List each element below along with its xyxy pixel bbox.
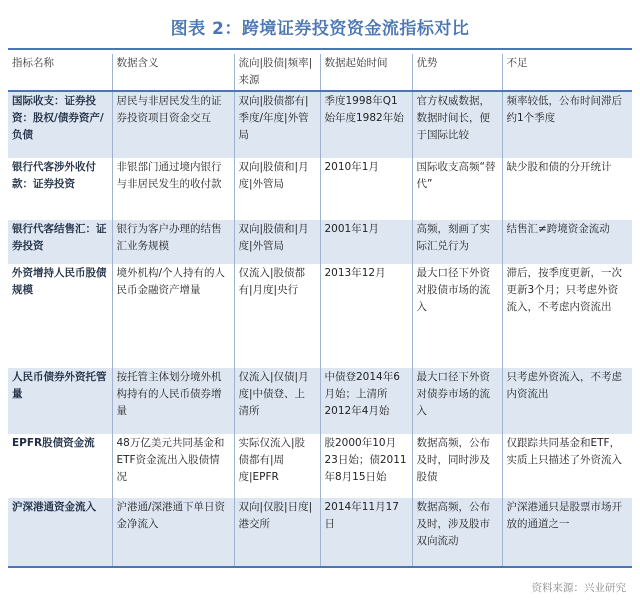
table-row (8, 92, 632, 158)
table-row (8, 158, 632, 220)
indicator-flow: 双向|仅股|日度|港交所 (234, 498, 320, 566)
page-title: 图表 2：跨境证券投资资金流指标对比 (170, 19, 470, 39)
indicator-name: 银行代客涉外收付款：证券投资 (12, 161, 96, 190)
indicator-cons: 仅跟踪共同基金和ETF，实质上只描述了外资流入 (502, 434, 632, 498)
table-row (8, 368, 632, 434)
indicator-start: 季度1998年Q1始年度1982年始 (320, 92, 412, 158)
indicator-cons: 结售汇≠跨境资金流动 (502, 220, 632, 264)
indicator-flow: 实际仅流入|股债都有|周度|EPFR (234, 434, 320, 498)
indicator-cons: 沪深港通只是股票市场开放的通道之一 (502, 498, 632, 566)
indicator-flow: 仅流入|股债都有|月度|央行 (234, 264, 320, 368)
indicator-pros: 国际收支高频“替代” (412, 158, 502, 220)
indicator-name: 银行代客结售汇：证券投资 (8, 220, 112, 264)
indicator-name: 外资增持人民币股债规模 (12, 267, 107, 296)
indicator-start: 2013年12月 (320, 264, 412, 368)
table-row (8, 498, 632, 566)
indicator-meaning: 48万亿美元共同基金和ETF资金流出入股债情况 (112, 434, 234, 498)
header-cell: 优势 (412, 54, 502, 90)
indicator-cons: 频率较低，公布时间滞后约1个季度 (502, 92, 632, 158)
source-note: 资料来源：兴业研究 (531, 582, 626, 594)
header-cell: 数据含义 (112, 54, 234, 90)
header-cell: 流向|股债|频率|来源 (234, 54, 320, 90)
indicator-start: 2014年11月17日 (320, 498, 412, 566)
indicator-start: 2001年1月 (320, 220, 412, 264)
indicator-meaning: 境外机构/个人持有的人民币金融资产增量 (112, 264, 234, 368)
indicator-meaning: 按托管主体划分境外机构持有的人民币债券增量 (112, 368, 234, 434)
indicator-pros: 高频，刻画了实际汇兑行为 (412, 220, 502, 264)
header-cell: 指标名称 (12, 57, 54, 69)
comparison-table (8, 54, 632, 568)
indicator-meaning: 沪港通/深港通下单日资金净流入 (112, 498, 234, 566)
indicator-pros: 官方权威数据，数据时间长，便于国际比较 (412, 92, 502, 158)
indicator-pros: 最大口径下外资对股债市场的流入 (412, 264, 502, 368)
top-rule (8, 48, 632, 50)
indicator-cons: 缺少股和债的分开统计 (502, 158, 632, 220)
indicator-meaning: 银行为客户办理的结售汇业务规模 (112, 220, 234, 264)
indicator-pros: 数据高频，公布及时，涉及股市双向流动 (412, 498, 502, 566)
table-row (8, 220, 632, 264)
indicator-flow: 双向|股债和|月度|外管局 (234, 158, 320, 220)
header-cell: 不足 (502, 54, 632, 90)
indicator-cons: 滞后，按季度更新，一次更新3个月；只考虑外资流入，不考虑内资流出 (502, 264, 632, 368)
table-row (8, 264, 632, 368)
indicator-meaning: 非银部门通过境内银行与非居民发生的收付款 (112, 158, 234, 220)
indicator-name: 人民币债券外资托管量 (8, 368, 112, 434)
indicator-start: 股2000年10月23日始；债2011年8月15日始 (320, 434, 412, 498)
indicator-start: 2010年1月 (320, 158, 412, 220)
indicator-name: 国际收支：证券投资：股权/债券资产/负债 (8, 92, 112, 158)
indicator-pros: 最大口径下外资对债券市场的流入 (412, 368, 502, 434)
indicator-cons: 只考虑外资流入，不考虑内资流出 (502, 368, 632, 434)
indicator-flow: 双向|股债都有|季度/年度|外管局 (234, 92, 320, 158)
header-cell: 数据起始时间 (320, 54, 412, 90)
table-header-row (8, 54, 632, 90)
indicator-flow: 双向|股债和|月度|外管局 (234, 220, 320, 264)
indicator-name: EPFR股债资金流 (12, 437, 95, 449)
indicator-name: 沪深港通资金流入 (8, 498, 112, 566)
indicator-flow: 仅流入|仅债|月度|中债登、上清所 (234, 368, 320, 434)
table-row (8, 434, 632, 498)
indicator-pros: 数据高频，公布及时，同时涉及股债 (412, 434, 502, 498)
indicator-start: 中债登2014年6月始；上清所2012年4月始 (320, 368, 412, 434)
indicator-meaning: 居民与非居民发生的证券投资项目资金交互 (112, 92, 234, 158)
